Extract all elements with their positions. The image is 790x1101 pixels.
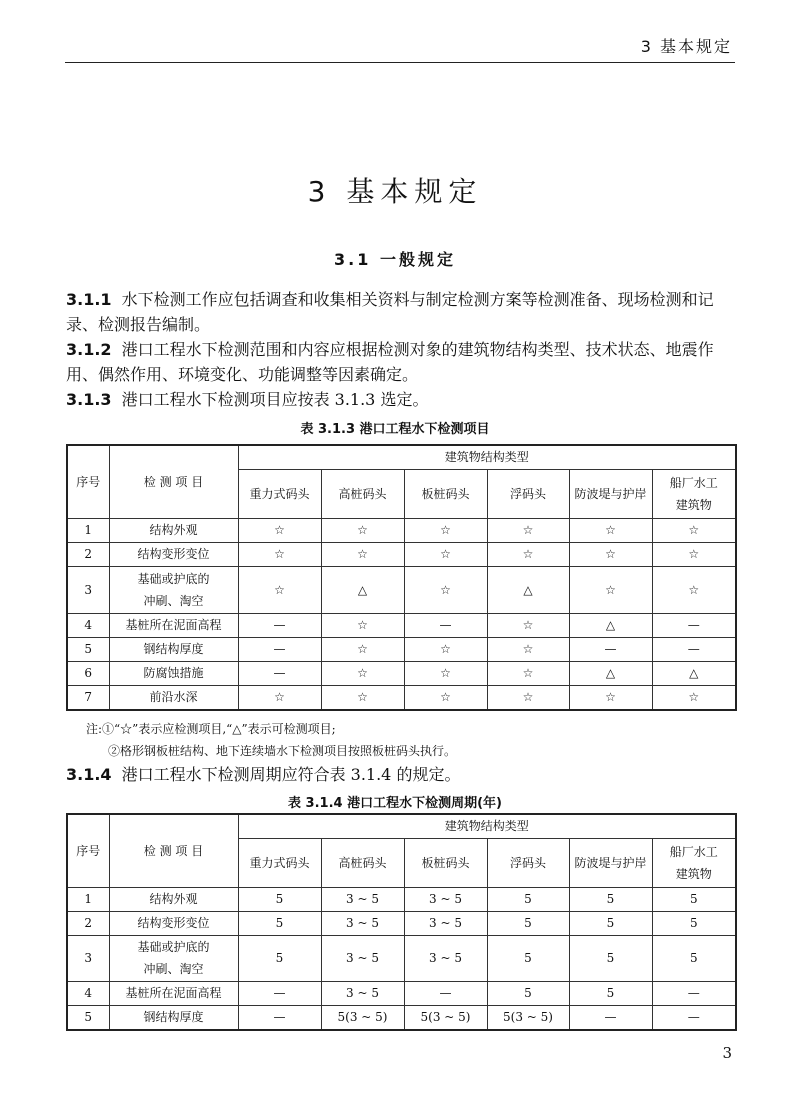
clause-text: 水下检测工作应包括调查和收集相关资料与制定检测方案等检测准备、现场检测和记录、检测报告编制。 [66, 290, 714, 334]
row-cell: ☆ [321, 613, 404, 637]
running-head: 3 基本规定 [640, 37, 732, 56]
row-cell: — [238, 637, 321, 661]
row-item: 防腐蚀措施 [109, 661, 238, 685]
header-type: 重力式码头 [238, 469, 321, 518]
row-number: 3 [67, 935, 109, 981]
row-cell: 5 [487, 981, 569, 1005]
row-cell: — [569, 1005, 652, 1030]
row-cell: — [238, 613, 321, 637]
row-cell: 5 [238, 935, 321, 981]
clause-number: 3.1.4 [66, 765, 112, 784]
table-row [67, 566, 736, 613]
row-cell: 3 ~ 5 [321, 887, 404, 911]
table-3-1-3 [66, 444, 737, 711]
row-cell: ☆ [652, 542, 736, 566]
row-item: 结构外观 [109, 887, 238, 911]
table-row [67, 887, 736, 911]
row-number: 5 [67, 1005, 109, 1030]
row-number: 3 [67, 566, 109, 613]
header-item: 检 测 项 目 [109, 814, 238, 887]
clause-3-1-4 [66, 762, 738, 787]
header-type: 板桩码头 [404, 838, 487, 887]
row-cell: ☆ [487, 661, 569, 685]
header-type: 板桩码头 [404, 469, 487, 518]
row-cell: ☆ [238, 518, 321, 542]
row-item: 结构变形变位 [109, 542, 238, 566]
row-number: 2 [67, 911, 109, 935]
row-cell: ☆ [569, 566, 652, 613]
row-cell: ☆ [569, 518, 652, 542]
row-cell: ☆ [404, 661, 487, 685]
row-cell: 5 [569, 887, 652, 911]
row-cell: — [652, 1005, 736, 1030]
row-item: 结构变形变位 [109, 911, 238, 935]
table-row [67, 911, 736, 935]
row-cell: ☆ [652, 518, 736, 542]
row-number: 1 [67, 887, 109, 911]
row-number: 5 [67, 637, 109, 661]
row-cell: ☆ [487, 637, 569, 661]
row-item: 钢结构厚度 [109, 1005, 238, 1030]
row-cell: ☆ [321, 542, 404, 566]
clause-3-1-3 [66, 387, 738, 412]
table-row [67, 518, 736, 542]
row-cell: 5 [652, 887, 736, 911]
row-number: 1 [67, 518, 109, 542]
table-3-1-3-caption: 表 3.1.3 港口工程水下检测项目 [300, 422, 490, 437]
clause-number: 3.1.3 [66, 390, 112, 409]
row-cell: ☆ [404, 542, 487, 566]
row-cell: ☆ [652, 566, 736, 613]
clause-3-1-1 [66, 287, 738, 337]
table-3-1-4-caption: 表 3.1.4 港口工程水下检测周期(年) [288, 796, 502, 811]
row-cell: 5 [569, 911, 652, 935]
row-cell: △ [321, 566, 404, 613]
row-cell: 5(3 ~ 5) [321, 1005, 404, 1030]
row-cell: △ [569, 661, 652, 685]
row-cell: ☆ [652, 685, 736, 710]
row-cell: 3 ~ 5 [404, 911, 487, 935]
header-type: 高桩码头 [321, 838, 404, 887]
table-row [67, 981, 736, 1005]
header-type: 船厂水工建筑物 [652, 838, 736, 887]
row-cell: ☆ [238, 685, 321, 710]
row-cell: ☆ [238, 566, 321, 613]
row-cell: ☆ [569, 542, 652, 566]
row-cell: — [404, 981, 487, 1005]
table-note-2: ②格形钢板桩结构、地下连续墙水下检测项目按照板桩码头执行。 [108, 744, 457, 758]
row-cell: 3 ~ 5 [321, 981, 404, 1005]
row-number: 2 [67, 542, 109, 566]
row-number: 4 [67, 613, 109, 637]
row-cell: — [652, 637, 736, 661]
row-cell: ☆ [404, 685, 487, 710]
row-cell: ☆ [404, 637, 487, 661]
row-cell: — [569, 637, 652, 661]
row-cell: 5 [487, 911, 569, 935]
row-item: 钢结构厚度 [109, 637, 238, 661]
header-type: 船厂水工建筑物 [652, 469, 736, 518]
chapter-title: 3 基本规定 [307, 175, 483, 208]
row-cell: — [238, 1005, 321, 1030]
row-cell: ☆ [238, 542, 321, 566]
header-item: 检 测 项 目 [109, 445, 238, 518]
row-cell: 5 [569, 935, 652, 981]
header-type: 防波堤与护岸 [569, 469, 652, 518]
row-cell: 3 ~ 5 [321, 935, 404, 981]
row-cell: ☆ [404, 518, 487, 542]
table-row [67, 637, 736, 661]
row-cell: 3 ~ 5 [404, 935, 487, 981]
clause-number: 3.1.1 [66, 290, 112, 309]
header-group: 建筑物结构类型 [238, 445, 736, 469]
table-row [67, 661, 736, 685]
row-cell: — [652, 981, 736, 1005]
section-title: 3.1 一般规定 [334, 250, 456, 269]
clause-3-1-2 [66, 337, 738, 387]
row-cell: △ [569, 613, 652, 637]
row-cell: 5 [569, 981, 652, 1005]
header-no: 序号 [67, 814, 109, 887]
row-cell: △ [487, 566, 569, 613]
clause-text: 港口工程水下检测项目应按表 3.1.3 选定。 [121, 390, 429, 409]
row-cell: ☆ [487, 613, 569, 637]
row-cell: △ [652, 661, 736, 685]
row-cell: ☆ [321, 637, 404, 661]
row-item: 结构外观 [109, 518, 238, 542]
row-cell: 5 [487, 935, 569, 981]
row-number: 7 [67, 685, 109, 710]
row-item: 基桩所在泥面高程 [109, 981, 238, 1005]
clause-text: 港口工程水下检测周期应符合表 3.1.4 的规定。 [121, 765, 461, 784]
row-cell: ☆ [487, 518, 569, 542]
row-cell: — [238, 661, 321, 685]
header-type: 防波堤与护岸 [569, 838, 652, 887]
row-item: 前沿水深 [109, 685, 238, 710]
table-row [67, 542, 736, 566]
header-type: 浮码头 [487, 469, 569, 518]
row-cell: 5 [487, 887, 569, 911]
clause-number: 3.1.2 [66, 340, 112, 359]
row-cell: 3 ~ 5 [321, 911, 404, 935]
row-cell: ☆ [487, 685, 569, 710]
row-item: 基础或护底的冲刷、淘空 [109, 935, 238, 981]
row-cell: 5 [652, 935, 736, 981]
row-cell: 5(3 ~ 5) [487, 1005, 569, 1030]
header-group: 建筑物结构类型 [238, 814, 736, 838]
row-cell: — [404, 613, 487, 637]
header-type: 浮码头 [487, 838, 569, 887]
row-cell: — [238, 981, 321, 1005]
header-no: 序号 [67, 445, 109, 518]
table-row [67, 685, 736, 710]
row-cell: ☆ [487, 542, 569, 566]
row-cell: — [652, 613, 736, 637]
row-item: 基桩所在泥面高程 [109, 613, 238, 637]
row-cell: 5 [238, 911, 321, 935]
row-cell: ☆ [321, 518, 404, 542]
row-number: 6 [67, 661, 109, 685]
header-type: 高桩码头 [321, 469, 404, 518]
table-3-1-4 [66, 813, 737, 1031]
table-row [67, 935, 736, 981]
row-cell: 3 ~ 5 [404, 887, 487, 911]
clause-text: 港口工程水下检测范围和内容应根据检测对象的建筑物结构类型、技术状态、地震作用、偶然作用、环境变化、功能调整等因素确定。 [66, 340, 714, 384]
page-number: 3 [722, 1044, 732, 1062]
row-cell: ☆ [321, 661, 404, 685]
row-cell: 5(3 ~ 5) [404, 1005, 487, 1030]
table-row [67, 613, 736, 637]
row-item: 基础或护底的冲刷、淘空 [109, 566, 238, 613]
row-cell: 5 [238, 887, 321, 911]
table-note-1: 注:①“☆”表示应检测项目,“△”表示可检测项目; [86, 722, 336, 736]
row-cell: ☆ [569, 685, 652, 710]
header-rule [65, 62, 735, 63]
header-type: 重力式码头 [238, 838, 321, 887]
table-row [67, 1005, 736, 1030]
row-cell: ☆ [321, 685, 404, 710]
row-cell: 5 [652, 911, 736, 935]
row-cell: ☆ [404, 566, 487, 613]
row-number: 4 [67, 981, 109, 1005]
